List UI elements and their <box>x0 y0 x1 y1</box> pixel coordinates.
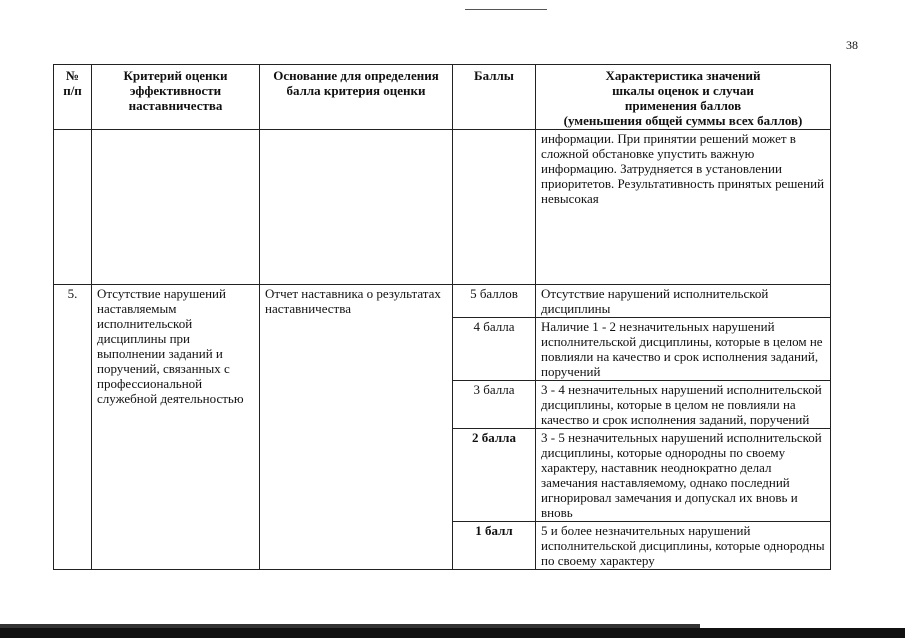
grade-text: 3 - 4 незначительных нарушений исполнительской дисциплины, которые в целом не повлияли на качество и срок исполнения заданий, поручений <box>536 381 831 429</box>
continuation-num-cell <box>54 130 92 285</box>
grade-text: Отсутствие нарушений исполнительской дисциплины <box>536 285 831 318</box>
grade-text: 3 - 5 незначительных нарушений исполнительской дисциплины, которые однородны по своему характеру, наставник неоднократно делал замечания наставляемому, однако последний игнорировал замечания и допускал их вновь и вновь <box>536 429 831 522</box>
grade-text: Наличие 1 - 2 незначительных нарушений исполнительской дисциплины, которые в целом не повлияли на качество и срок исполнения заданий, поручений <box>536 318 831 381</box>
row5-basis: Отчет наставника о результатах наставничества <box>260 285 453 570</box>
header-characteristic <box>536 65 831 130</box>
page-number: 38 <box>846 38 858 52</box>
grade-text: 5 и более незначительных нарушений исполнительской дисциплины, которые однородны по своему характеру <box>536 522 831 570</box>
header-criterion: Критерий оценки эффективности наставничества <box>92 65 260 130</box>
continuation-score-cell <box>453 130 536 285</box>
continuation-basis-cell <box>260 130 453 285</box>
table-row <box>54 285 831 318</box>
grade-score: 5 баллов <box>453 285 536 318</box>
table-header-row <box>54 65 831 130</box>
grade-score: 3 балла <box>453 381 536 429</box>
top-rule <box>465 9 547 10</box>
row5-num: 5. <box>54 285 92 570</box>
header-characteristic-line: шкалы оценок и случаи <box>612 83 754 98</box>
grade-score: 4 балла <box>453 318 536 381</box>
continuation-criterion-cell <box>92 130 260 285</box>
grade-score: 2 балла <box>453 429 536 522</box>
row5-criterion: Отсутствие нарушений наставляемым исполнительской дисциплины при выполнении заданий и поручений, связанных с профессиональной служебной деятельностью <box>92 285 260 570</box>
continuation-row <box>54 130 831 285</box>
header-scores: Баллы <box>453 65 536 130</box>
header-characteristic-line: Характеристика значений <box>605 68 761 83</box>
header-characteristic-line: применения баллов <box>624 98 742 113</box>
header-characteristic-line: (уменьшения общей суммы всех баллов) <box>563 113 803 128</box>
grade-score: 1 балл <box>453 522 536 570</box>
scan-edge-bar <box>0 628 905 638</box>
header-num: № п/п <box>54 65 92 130</box>
criteria-table <box>53 64 831 570</box>
header-basis: Основание для определения балла критерия оценки <box>260 65 453 130</box>
continuation-text: информации. При принятии решений может в сложной обстановке упустить важную информацию. Затрудняется в установлении приоритетов. Результативность принятых решений невысокая <box>536 130 831 285</box>
